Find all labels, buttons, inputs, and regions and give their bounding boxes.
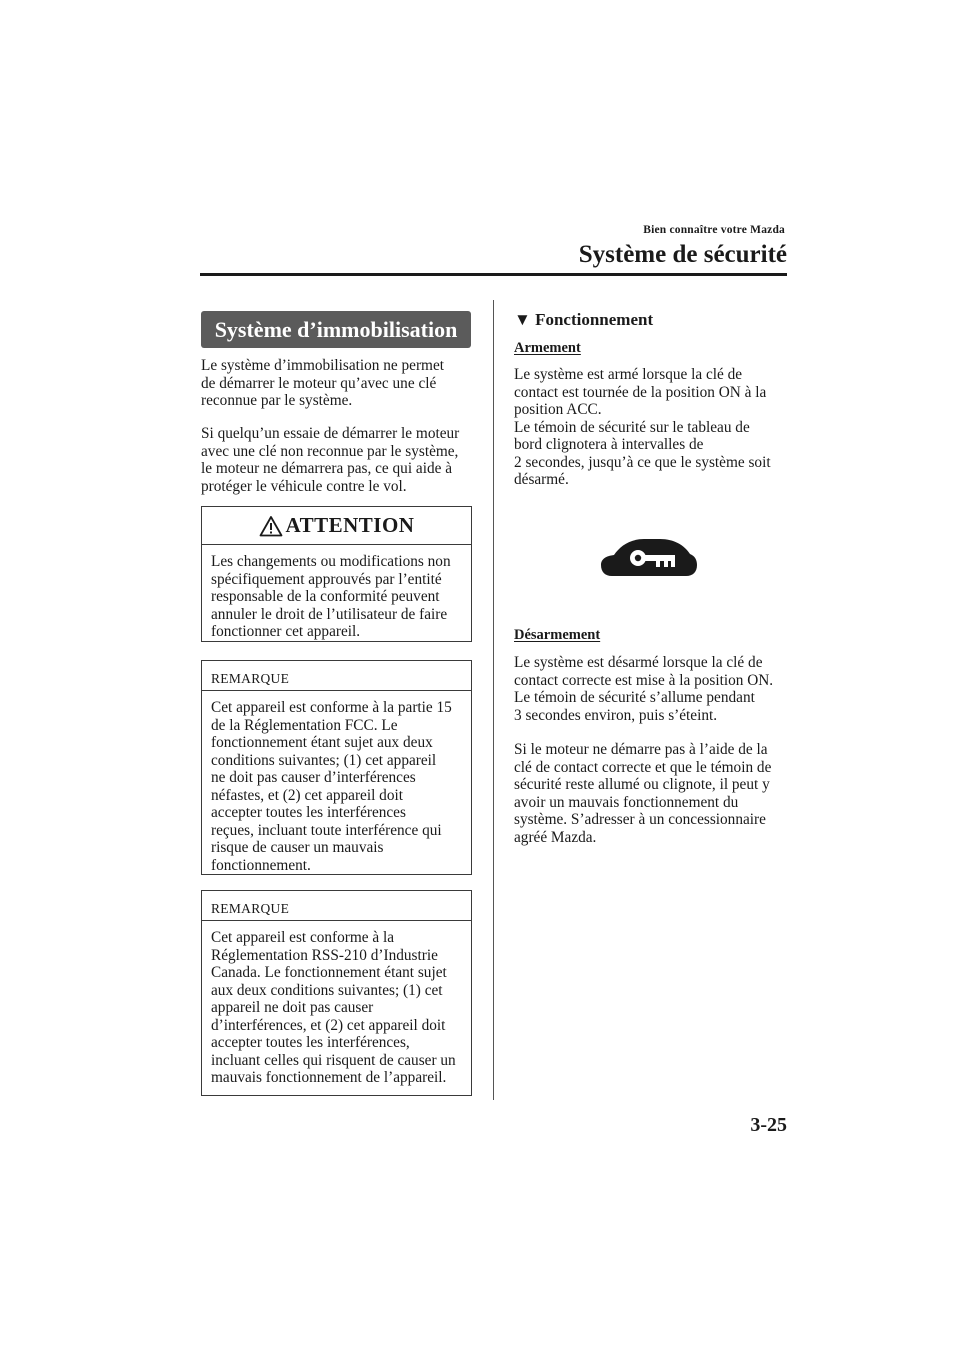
text-line: avoir un mauvais fonctionnement du bbox=[514, 793, 739, 811]
text-line: sécurité reste allumé ou clignote, il peut y bbox=[514, 776, 770, 793]
text-line: Réglementation RSS-210 d’Industrie bbox=[211, 946, 438, 964]
column-divider bbox=[493, 300, 494, 1100]
theft-paragraph bbox=[201, 425, 486, 495]
text-line: fonctionner cet appareil. bbox=[211, 623, 361, 640]
text-line: Le système d’immobilisation ne permet bbox=[201, 357, 444, 374]
arming-title: Armement bbox=[514, 340, 581, 356]
operation-heading-text: Fonctionnement bbox=[535, 310, 654, 329]
text-line: ne doit pas causer d’interférences bbox=[211, 769, 416, 786]
triangle-marker-icon: ▼ bbox=[514, 310, 531, 329]
text-line: annuler le droit de l’utilisateur de faire bbox=[211, 605, 448, 623]
disarming-paragraph bbox=[514, 654, 799, 724]
text-line: reçues, incluant toute interférence qui bbox=[211, 821, 442, 839]
text-line: désarmé. bbox=[514, 471, 569, 488]
text-line: néfastes, et (2) cet appareil doit bbox=[211, 786, 403, 804]
text-line: spécifiquement approuvés par l’entité bbox=[211, 570, 442, 588]
text-line: aux deux conditions suivantes; (1) cet bbox=[211, 981, 443, 999]
text-line: clé de contact correcte et que le témoin de bbox=[514, 758, 772, 776]
text-line: Canada. Le fonctionnement étant sujet bbox=[211, 964, 447, 981]
malfunction-paragraph bbox=[514, 741, 799, 846]
text-line: conditions suivantes; (1) cet appareil bbox=[211, 751, 437, 769]
text-line: 3 secondes environ, puis s’éteint. bbox=[514, 706, 718, 724]
text-line: bord clignotera à intervalles de bbox=[514, 436, 704, 453]
security-indicator-car-key-icon bbox=[598, 535, 700, 581]
text-line: appareil ne doit pas causer bbox=[211, 999, 374, 1016]
text-line: contact est tournée de la position ON à la bbox=[514, 383, 767, 401]
chapter-title: Bien connaître votre Mazda bbox=[643, 224, 785, 236]
text-line: de la Réglementation FCC. Le bbox=[211, 716, 398, 734]
disarming-title: Désarmement bbox=[514, 627, 601, 643]
warning-triangle-icon bbox=[259, 515, 283, 537]
page-number: 3-25 bbox=[750, 1114, 787, 1136]
text-line: Cet appareil est conforme à la partie 15 bbox=[211, 699, 452, 716]
text-line: de démarrer le moteur qu’avec une clé bbox=[201, 374, 437, 392]
text-line: accepter toutes les interférences bbox=[211, 804, 406, 821]
attention-box bbox=[201, 506, 472, 642]
text-line: Cet appareil est conforme à la bbox=[211, 929, 395, 946]
text-line: Si quelqu’un essaie de démarrer le moteur bbox=[201, 425, 460, 442]
remark-title: REMARQUE bbox=[202, 661, 471, 691]
remark-box-rss210 bbox=[201, 890, 472, 1096]
text-line: agréé Mazda. bbox=[514, 828, 597, 846]
text-line: Le système est armé lorsque la clé de bbox=[514, 366, 743, 383]
intro-paragraph bbox=[201, 357, 481, 410]
text-line: système. S’adresser à un concessionnaire bbox=[514, 811, 766, 828]
text-line: 2 secondes, jusqu’à ce que le système soit bbox=[514, 453, 771, 471]
remark-title: REMARQUE bbox=[202, 891, 471, 921]
header-rule bbox=[200, 273, 787, 276]
text-line: Le témoin de sécurité sur le tableau de bbox=[514, 418, 750, 436]
text-line: responsable de la conformité peuvent bbox=[211, 588, 440, 605]
text-line: fonctionnement étant sujet aux deux bbox=[211, 734, 433, 751]
remark-body bbox=[202, 691, 471, 874]
text-line: reconnue par le système. bbox=[201, 392, 353, 409]
text-line: Le système est désarmé lorsque la clé de bbox=[514, 654, 763, 671]
text-line: incluant celles qui risquent de causer un bbox=[211, 1051, 456, 1069]
text-line: contact correcte est mise à la position ON. bbox=[514, 671, 774, 689]
text-line: Le témoin de sécurité s’allume pendant bbox=[514, 689, 755, 706]
text-line: mauvais fonctionnement de l’appareil. bbox=[211, 1069, 447, 1086]
text-line: d’interférences, et (2) cet appareil doit bbox=[211, 1016, 446, 1034]
attention-body bbox=[202, 545, 471, 641]
operation-heading bbox=[514, 310, 653, 330]
text-line: avec une clé non reconnue par le système, bbox=[201, 442, 459, 460]
text-line: Les changements ou modifications non bbox=[211, 553, 451, 570]
arming-paragraph bbox=[514, 366, 794, 489]
text-line: risque de causer un mauvais bbox=[211, 839, 384, 856]
immobilizer-banner: Système d’immobilisation bbox=[201, 311, 471, 348]
attention-header bbox=[202, 507, 471, 545]
text-line: Si le moteur ne démarre pas à l’aide de la bbox=[514, 741, 768, 758]
section-title: Système de sécurité bbox=[578, 241, 787, 268]
remark-box-fcc bbox=[201, 660, 472, 875]
text-line: accepter toutes les interférences, bbox=[211, 1034, 410, 1051]
text-line: protéger le véhicule contre le vol. bbox=[201, 477, 407, 495]
attention-title: ATTENTION bbox=[285, 513, 415, 537]
remark-body bbox=[202, 921, 471, 1087]
text-line: fonctionnement. bbox=[211, 856, 311, 874]
text-line: le moteur ne démarrera pas, ce qui aide à bbox=[201, 460, 452, 477]
text-line: position ACC. bbox=[514, 401, 602, 418]
